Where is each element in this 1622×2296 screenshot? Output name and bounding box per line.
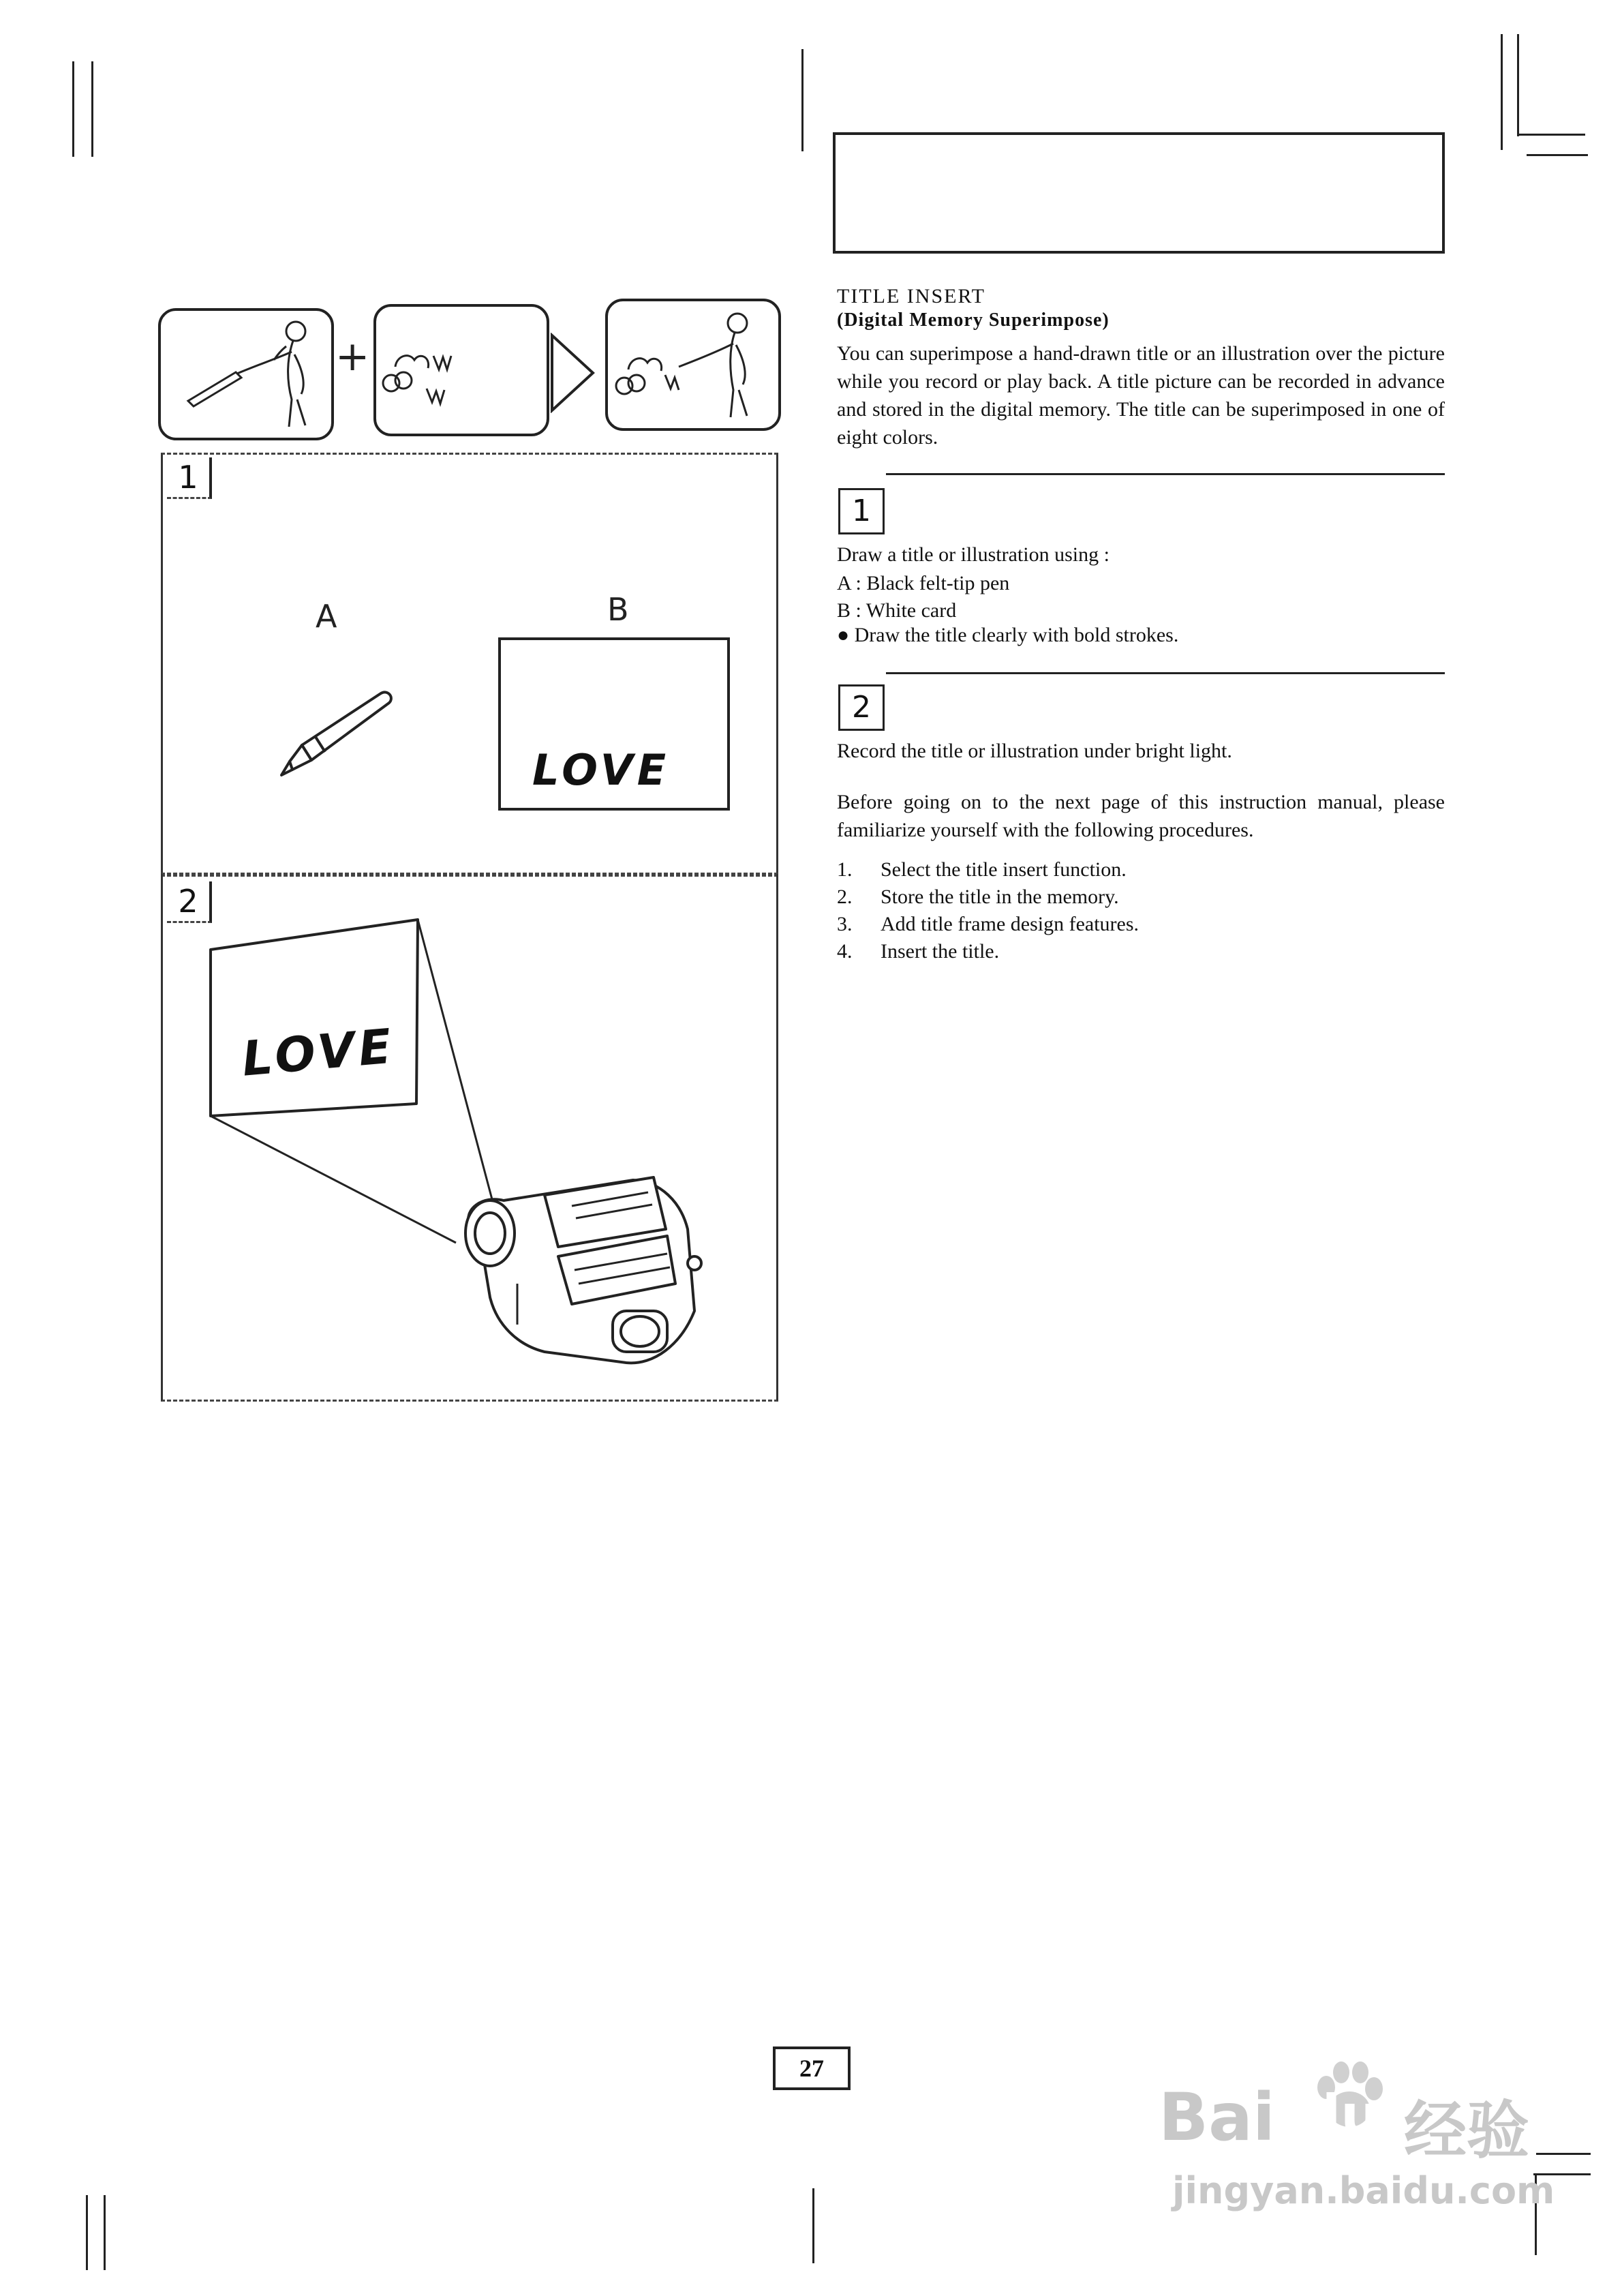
title-doodle-illustration [376, 307, 547, 434]
step-1-number: 1 [167, 457, 212, 499]
procedure-item: 4. Insert the title. [837, 940, 1000, 963]
watermark-cn: 经验 [1404, 2094, 1530, 2167]
title-banner-box [833, 132, 1445, 254]
strip-frame-camera-scene [158, 308, 334, 440]
panel-step-1 [161, 453, 778, 877]
step-divider [886, 672, 1445, 674]
crop-mark [1527, 154, 1588, 156]
step-2-text: Record the title or illustration under bright light. [837, 740, 1232, 762]
section-heading: TITLE INSERT [837, 285, 985, 307]
procedure-item: 1. Select the title insert function. [837, 858, 1127, 881]
label-a: A [316, 598, 337, 635]
step-1-line: B : White card [837, 599, 957, 622]
felt-tip-pen-illustration [247, 680, 411, 789]
strip-frame-result [605, 299, 781, 431]
intro-paragraph: You can superimpose a hand-drawn title or an illustration over the picture while you record or play back. A title picture can be recorded in advance and stored in the digital memory. The title can be superimposed in one of eight colors. [837, 342, 1445, 449]
crop-mark [72, 61, 74, 157]
arrow-triangle [549, 333, 597, 413]
crop-mark [86, 2195, 88, 2270]
crop-mark [801, 49, 804, 151]
watermark-brand: Bai [1159, 2079, 1275, 2156]
procedure-item: 2. Store the title in the memory. [837, 886, 1119, 908]
crop-mark [1501, 34, 1503, 150]
batter-illustration [161, 311, 331, 438]
step-divider [886, 473, 1445, 475]
procedure-list [837, 856, 1139, 965]
page-number: 27 [773, 2046, 851, 2090]
plus-sign: + [335, 333, 370, 380]
crop-mark [1517, 134, 1585, 136]
right-step-2-number: 2 [838, 684, 885, 731]
crop-mark [812, 2188, 814, 2263]
crop-mark [1517, 34, 1519, 136]
section-subheading: (Digital Memory Superimpose) [837, 309, 1110, 331]
watermark-brand-suffix: du [1302, 2083, 1380, 2147]
right-step-1-number: 1 [838, 488, 885, 534]
white-card-illustration [498, 637, 730, 811]
card-title-text: LOVE [239, 1018, 398, 1087]
label-b: B [607, 591, 629, 628]
camcorder-recording-card-illustration [163, 875, 776, 1400]
step-1-line: A : Black felt-tip pen [837, 572, 1010, 594]
card-title-text: LOVE [532, 745, 671, 795]
step-1-line: ● Draw the title clearly with bold strokes. [837, 624, 1179, 646]
crop-mark [104, 2195, 106, 2270]
crop-mark [91, 61, 93, 157]
crop-mark [1536, 2153, 1591, 2155]
step-2-number: 2 [167, 881, 212, 923]
procedure-item: 3. Add title frame design features. [837, 913, 1139, 935]
watermark-url: jingyan.baidu.com [1172, 2169, 1555, 2212]
step-1-line: Draw a title or illustration using : [837, 543, 1110, 566]
superimposed-result-illustration [608, 301, 778, 428]
before-paragraph: Before going on to the next page of this instruction manual, please familiarize yourself with the following procedures. [837, 791, 1445, 841]
panel-step-2 [161, 873, 778, 1402]
strip-frame-title [373, 304, 549, 436]
